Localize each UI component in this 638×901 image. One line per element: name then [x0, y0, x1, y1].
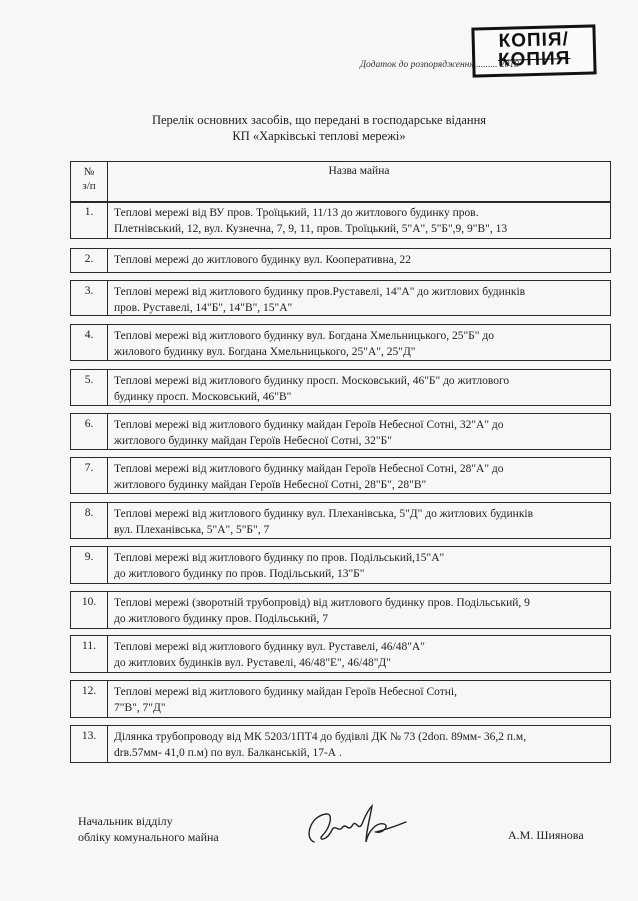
row-number: 7.: [71, 458, 108, 493]
row-number: 4.: [71, 325, 108, 360]
stamp-line-2: КОПИЯ: [497, 48, 571, 71]
table-row: [70, 457, 611, 494]
asset-name: [108, 458, 610, 493]
asset-name-line: житлового будинку майдан Героїв Небесної Сотні, 28"Б", 28"В": [114, 479, 427, 491]
assets-table: [70, 161, 611, 759]
asset-name-line: drв.57мм- 41,0 п.м) по вул. Балканській, 17-А .: [114, 747, 342, 759]
asset-name-line: Теплові мережі від житлового будинку майдан Героїв Небесної Сотні, 28"А" до: [114, 463, 504, 475]
row-number: 8.: [71, 503, 108, 538]
asset-name-line: Теплові мережі від житлового будинку вул. Плеханівська, 5"Д" до житлових будинків: [114, 508, 534, 520]
asset-name-line: 7"В", 7"Д": [114, 702, 166, 714]
asset-name: [108, 503, 610, 538]
asset-name-line: пров. Руставелі, 14"Б", 14"В", 15"А": [114, 302, 293, 314]
asset-name: [108, 202, 610, 238]
signatory-position: [78, 813, 219, 845]
asset-name-line: до житлового будинку пров. Подільський, 7: [114, 613, 328, 625]
asset-name-line: Теплові мережі до житлового будинку вул. Кооперативна, 22: [114, 254, 411, 266]
asset-name: [108, 325, 610, 360]
asset-name-line: вул. Плеханівська, 5"А", 5"Б", 7: [114, 524, 270, 536]
table-row: [70, 502, 611, 539]
handwritten-signature: [300, 802, 410, 852]
header-number: [71, 162, 108, 202]
row-number: 1.: [71, 202, 108, 238]
asset-name-line: Теплові мережі від житлового будинку просп. Московський, 46"Б" до житлового: [114, 375, 510, 387]
stamp-line-1: КОПІЯ/: [498, 29, 570, 52]
table-row: [70, 635, 611, 673]
row-number: 3.: [71, 281, 108, 315]
signatory-name: А.М. Шиянова: [508, 828, 584, 842]
table-row: [70, 201, 611, 239]
row-number: 2.: [71, 249, 108, 272]
asset-name-line: до житлових будинків вул. Руставелі, 46/48"Е", 46/48"Д": [114, 657, 391, 669]
asset-name: [108, 414, 610, 449]
header-number-line2: з/п: [82, 180, 96, 192]
asset-name: [108, 249, 610, 272]
asset-name-line: Теплові мережі від житлового будинку вул. Руставелі, 46/48"А": [114, 641, 425, 653]
table-row: [70, 413, 611, 450]
asset-name-line: Теплові мережі (зворотній трубопровід) від житлового будинку пров. Подільський, 9: [114, 597, 530, 609]
asset-name: [108, 636, 610, 672]
asset-name-line: Теплові мережі від житлового будинку по пров. Подільський,15"А": [114, 552, 445, 564]
header-name: Назва майна: [328, 165, 390, 177]
asset-name-line: Теплові мережі від житлового будинку вул. Богдана Хмельницького, 25"Б" до: [114, 330, 494, 342]
asset-name-line: до житлового будинку по пров. Подільський, 13"Б": [114, 568, 365, 580]
table-row: [70, 324, 611, 361]
table-row: [70, 591, 611, 629]
table-row: [70, 280, 611, 316]
row-number: 10.: [71, 592, 108, 628]
position-line-2: обліку комунального майна: [78, 830, 219, 844]
asset-name-line: Теплові мережі від житлового будинку майдан Героїв Небесної Сотні, 32"А" до: [114, 419, 504, 431]
table-row: [70, 725, 611, 763]
table-row: [70, 680, 611, 718]
table-row: [70, 248, 611, 273]
row-number: 11.: [71, 636, 108, 672]
asset-name-line: будинку просп. Московський, 46"В": [114, 391, 292, 403]
asset-name-line: Теплові мережі від житлового будинку пров.Руставелі, 14"А" до житлових будинків: [114, 286, 526, 298]
asset-name: [108, 370, 610, 405]
row-number: 5.: [71, 370, 108, 405]
asset-name-line: Теплові мережі від ВУ пров. Троїцький, 11/13 до житлового будинку пров.: [114, 207, 479, 219]
asset-name-line: Плетнівський, 12, вул. Кузнечна, 7, 9, 11, пров. Троїцький, 5"А", 5"Б",9, 9"В", 13: [114, 223, 508, 235]
table-header: [70, 161, 611, 203]
table-row: [70, 546, 611, 584]
table-row: [70, 369, 611, 406]
row-number: 13.: [71, 726, 108, 762]
document-title: Перелік основних засобів, що передані в господарське відання: [151, 113, 487, 127]
row-number: 9.: [71, 547, 108, 583]
header-number-line1: №: [83, 166, 95, 178]
asset-name-line: Теплові мережі від житлового будинку майдан Героїв Небесної Сотні,: [114, 686, 457, 698]
asset-name: [108, 726, 610, 762]
row-number: 12.: [71, 681, 108, 717]
asset-name: [108, 281, 610, 315]
asset-name: [108, 681, 610, 717]
asset-name-line: Ділянка трубопроводу від МК 5203/1ПТ4 до будівлі ДК № 73 (2dоп. 89мм- 36,2 п.м,: [114, 731, 527, 743]
document-subtitle: КП «Харківські теплові мережі»: [232, 129, 406, 143]
asset-name: [108, 592, 610, 628]
asset-name: [108, 547, 610, 583]
position-line-1: Начальник відділу: [78, 814, 173, 828]
asset-name-line: жилового будинку вул. Богдана Хмельницького, 25"А", 25"Д": [114, 346, 416, 358]
appendix-note: Додаток до розпорядження ......... 2018: [360, 60, 519, 70]
asset-name-line: житлового будинку майдан Героїв Небесної Сотні, 32"Б": [114, 435, 392, 447]
row-number: 6.: [71, 414, 108, 449]
